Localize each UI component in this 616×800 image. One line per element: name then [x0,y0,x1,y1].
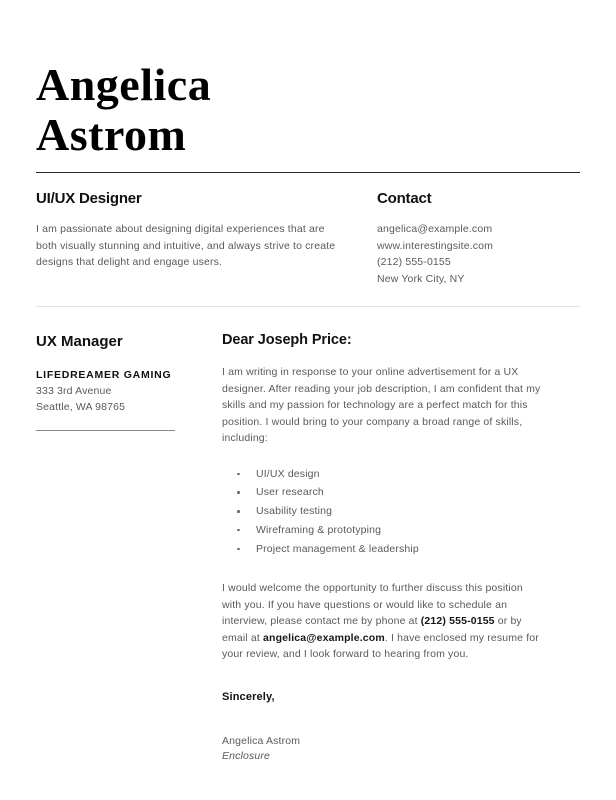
section-divider [36,306,580,307]
letter-intro-paragraph: I am writing in response to your online advertisement for a UX designer. After reading your job description, I am confident that my skills and my passion for technology are a perfect match for this position. I would bring to your company a broad range of skills, including: [222,366,541,444]
recipient-address-line-1: 333 3rd Avenue [36,385,112,397]
letter-salutation: Dear Joseph Price: [222,332,352,348]
recipient-address-line-2: Seattle, WA 98765 [36,401,126,413]
closing-text-part-1: I would welcome the opportunity to further discuss this position with you. If you have questions or would like to schedule an interview, please contact me by phone at [222,582,523,628]
contact-list [377,221,587,287]
role-section [36,190,351,271]
recipient-divider [36,430,175,431]
contact-location: New York City, NY [377,272,465,285]
closing-text-part-3: . I have enclosed my resume for your review, and I look forward to hearing from you. [222,631,539,661]
list-item: Wireframing & prototyping [222,521,542,540]
contact-email: angelica@example.com [377,223,493,235]
closing-email: angelica@example.com [263,631,385,644]
first-name: Angelica [36,59,212,110]
contact-website: www.interestingsite.com [377,239,494,252]
contact-title: Contact [377,190,432,207]
letter-closing-paragraph [222,580,542,663]
contact-phone: (212) 555-0155 [377,256,451,268]
header-divider [36,172,580,173]
letter-section [222,332,542,764]
list-item: Project management & leadership [222,540,542,559]
role-summary: I am passionate about designing digital experiences that are both visually stunning and intuitive, and always strive to create designs that delight and engage users. [36,223,336,268]
closing-text-part-2: or by email at [222,615,522,644]
skills-list [222,465,542,559]
closing-phone: (212) 555-0155 [420,615,495,628]
role-title: UI/UX Designer [36,190,142,207]
letter-enclosure-note: Enclosure [222,749,271,762]
recipient-title: UX Manager [36,333,123,350]
letter-signature-name: Angelica Astrom [222,734,301,747]
recipient-section [36,333,201,415]
contact-section [377,190,587,287]
list-item: UI/UX design [222,465,542,484]
last-name: Astrom [36,109,187,160]
recipient-company: LIFEDREAMER GAMING [36,369,172,381]
list-item: User research [222,483,542,502]
letter-sign-off: Sincerely, [222,690,275,703]
applicant-name [36,59,456,160]
list-item: Usability testing [222,502,542,521]
